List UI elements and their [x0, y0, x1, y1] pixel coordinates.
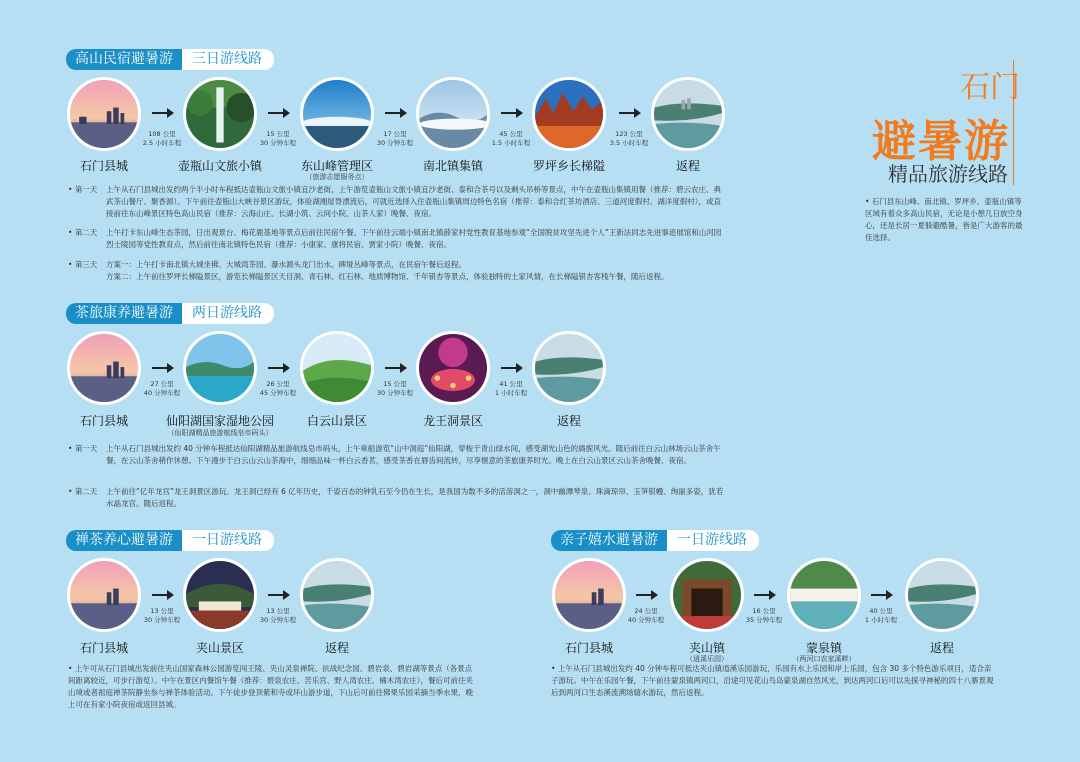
section-title: 高山民宿避暑游 [66, 49, 182, 70]
route-arrow [152, 108, 174, 118]
section-title: 亲子嬉水避暑游 [551, 530, 667, 551]
distance-label: 13 公里 30 分钟车程 [259, 607, 297, 624]
title-shimen: 石门 [960, 70, 1020, 105]
route-arrow [268, 108, 290, 118]
section-title: 茶旅康养避暑游 [66, 303, 182, 324]
section-tag-1 [66, 49, 274, 70]
distance-label: 16 公里 35 分钟车程 [745, 607, 783, 624]
stop-name: 石门县城 [79, 159, 129, 173]
stop-subtitle: （仙阳湖精品旅游航线皂市码头） [167, 429, 273, 437]
photo-shimen-county [67, 331, 141, 405]
itinerary-text: • 上午可从石门县城出发前往夹山国家森林公园游览闯王陵、夹山灵泉禅院、抗战纪念园、碧岩泉、碧岩湖等景点（各景点间距离较近，可步行游览）。中午在景区内餐馆午餐（推荐：碧泉农庄、苦乐宫、野人湾农庄、楠木湾农庄），餐后可前往夹山境或者祖庭禅茶院静坐参与禅茶体验活动。下午徒步登顶紫和寺或环山游步道，下山后可前往佛果乐园采摘当季水果，晚上可在有家小院夜宿或返回县城。 [68, 664, 473, 709]
route-arrow [754, 590, 776, 600]
distance-label: 15 公里 30 分钟车程 [376, 380, 414, 397]
title-sub: 精品旅游线路 [888, 162, 1008, 186]
section-subtitle: 三日游线路 [182, 49, 274, 70]
stop-name: 返程 [675, 159, 701, 173]
title-main: 避暑游 [872, 116, 1010, 167]
route-arrow [636, 590, 658, 600]
stop-name: 东山峰管理区 [300, 159, 374, 173]
stop-subtitle: （两河口农家溪畔） [792, 655, 856, 663]
stop-name: 夹山镇 [688, 641, 726, 655]
distance-label: 17 公里 30 分钟车程 [376, 130, 414, 147]
photo-jiashan-town [670, 558, 744, 632]
section-subtitle: 两日游线路 [182, 303, 274, 324]
route-arrow [152, 363, 174, 373]
route-arrow [501, 363, 523, 373]
distance-label: 45 公里 1.5 小时车程 [491, 130, 531, 147]
route-arrow [385, 363, 407, 373]
photo-baiyunshan [300, 331, 374, 405]
distance-label: 13 公里 30 分钟车程 [143, 607, 181, 624]
stop-name: 白云山景区 [306, 414, 368, 428]
stop-name: 壶瓶山文旅小镇 [177, 159, 263, 173]
photo-return [905, 558, 979, 632]
stop-name: 南北镇集镇 [422, 159, 484, 173]
distance-label: 27 公里 40 分钟车程 [143, 380, 181, 397]
photo-mengquan-town [787, 558, 861, 632]
stop-name: 石门县城 [79, 641, 129, 655]
photo-luoping [532, 77, 606, 151]
section-title: 禅茶养心避暑游 [66, 530, 182, 551]
photo-xianyang-lake [183, 331, 257, 405]
stop-name: 夹山景区 [195, 641, 245, 655]
photo-dongshanfeng [300, 77, 374, 151]
day-1-itinerary: • 第一天 上午从石门县城出发约两个半小时车程抵达壶瓶山文旅小镇宜沙老街，上午游览壶瓶山文旅小镇宜沙老街、泰和合茶号以及剩头吊桥等景点，中午在壶瓶山集镇用餐（推荐：碧云农庄、典武茶山餐厅、聚香源）。下午前往壶瓶山大峡谷景区游玩，体验湖湘屋脊漂流后，可就近选择入住壶瓶山集镇周边特色名宿（推荐：泰和合红茶坊酒店、三道河度假村、湖洋度假村），或直接前往东山峰景区特色高山民宿（推荐：云海山庄、长湖小筑、云间小院、山茶人家）晚餐、夜宿。 [68, 185, 721, 218]
section-subtitle: 一日游线路 [667, 530, 759, 551]
stop-name: 龙王洞景区 [422, 414, 484, 428]
distance-label: 24 公里 40 分钟车程 [627, 607, 665, 624]
route-arrow [385, 108, 407, 118]
photo-shimen-county [67, 558, 141, 632]
stop-subtitle: （旅游志愿服务点） [305, 173, 369, 181]
stop-name: 石门县城 [564, 641, 614, 655]
photo-longwang-cave [416, 331, 490, 405]
stop-name: 仙阳湖国家湿地公园 [165, 414, 275, 428]
stop-name: 蒙泉镇 [805, 641, 843, 655]
distance-label: 40 公里 1 小时车程 [864, 607, 898, 624]
route-arrow [268, 363, 290, 373]
distance-label: 26 公里 45 分钟车程 [259, 380, 297, 397]
itinerary-text: • 上午从石门县城出发约 40 分钟车程可抵达夹山镇逍溪乐园游玩，乐园有水上乐园和岸上乐园，包含 30 多个特色游乐项目，适合亲子游玩。中午在乐园午餐，下午前往蒙泉镇两河口，沿途可见花山鸟岛蒙泉湖自然风光，到达两河口后可以先探寻神秘的四十八寨景观后到两河口生态溪流溯场嬉水游玩，然后返程。 [551, 664, 994, 697]
section-tag-4 [551, 530, 759, 551]
section-tag-3 [66, 530, 274, 551]
photo-return [300, 558, 374, 632]
side-note: • 石门县东山峰、南北镇、罗坪乡、壶瓶山镇等区域有着众多高山民宿，无论是小憩几日放空身心，还是长居一夏躲避酷暑，皆是广大游客的最佳选择。 [865, 197, 1023, 242]
route-arrow [501, 108, 523, 118]
photo-return [532, 331, 606, 405]
distance-label: 123 公里 3.5 小时车程 [609, 130, 649, 147]
stop-name: 返程 [324, 641, 350, 655]
photo-nanbei-town [416, 77, 490, 151]
distance-label: 41 公里 1 小时车程 [494, 380, 528, 397]
stop-name: 罗坪乡长梯隘 [532, 159, 606, 173]
route-arrow [871, 590, 893, 600]
route-arrow [268, 590, 290, 600]
day-2-itinerary: • 第二天 上午打卡东山峰生态茶园，日出观景台、梅花鹿基地等景点后前往民宿午餐。下午前往云端小镇南北镇薛家村党性教育基地参观“全国脱贫攻坚先进个人”王新法同志先进事迹展馆和山河园烈士陵园等党性教育点，然后前往南北镇特色民宿（推荐：小康家、康将民宿、贾家小院）晚餐、夜宿。 [68, 228, 722, 249]
section-subtitle: 一日游线路 [182, 530, 274, 551]
stop-subtitle: （逍溪乐园） [686, 655, 728, 663]
route-arrow [152, 590, 174, 600]
photo-shimen-county [552, 558, 626, 632]
day-1-itinerary: • 第一天 上午从石门县城出发约 40 分钟车程抵达仙阳湖精品旅游航线皂市码头，上午乘船游览“山中洞庭”仙阳湖，穿梭于青山绿水间，感受湖光山色的旖旎风光。随后前往白云山林场云山茶舍午餐，在云山茶舍稍作休憩。下午漫步于白云山云山茶海中，细细品味一杯白云香茗，感受茶香在唇齿间流转，尽享惬意的茶旅康养时光。晚上在白云山景区云山茶舍晚餐、夜宿。 [68, 444, 721, 465]
photo-hupingshan [183, 77, 257, 151]
stop-name: 返程 [556, 414, 582, 428]
distance-label: 15 公里 30 分钟车程 [259, 130, 297, 147]
section-tag-2 [66, 303, 274, 324]
photo-shimen-county [67, 77, 141, 151]
day-3-itinerary: • 第三天 方案一：上午打卡南北镇大城坐佛、大城湾茶园、瀑水源头龙门出水、碑垭丛峰等景点，在民宿午餐后返程。 方案二：上午前往罗坪长梯隘景区，游览长梯隘景区天目洞、青石林、红石林、地质博物馆、千年银杏等景点，体验独特的土家风情，在长梯隘银杏客栈午餐，随后返程。 [68, 260, 669, 281]
stop-name: 石门县城 [79, 414, 129, 428]
day-2-itinerary: • 第二天 上午前往“亿年龙宫”龙王洞景区游玩。龙王洞已经有 6 亿年历史，千姿百态的钟乳石至今仍在生长，是我国为数不多的活溶洞之一，洞中幽潭琴泉、珠滴琼帘、玉笋银幔、绚丽多姿，犹若水晶龙宫。随后返程。 [68, 487, 724, 508]
stop-name: 返程 [929, 641, 955, 655]
route-arrow [619, 108, 641, 118]
distance-label: 108 公里 2.5 小时车程 [142, 130, 182, 147]
photo-jiashan [183, 558, 257, 632]
photo-return [651, 77, 725, 151]
